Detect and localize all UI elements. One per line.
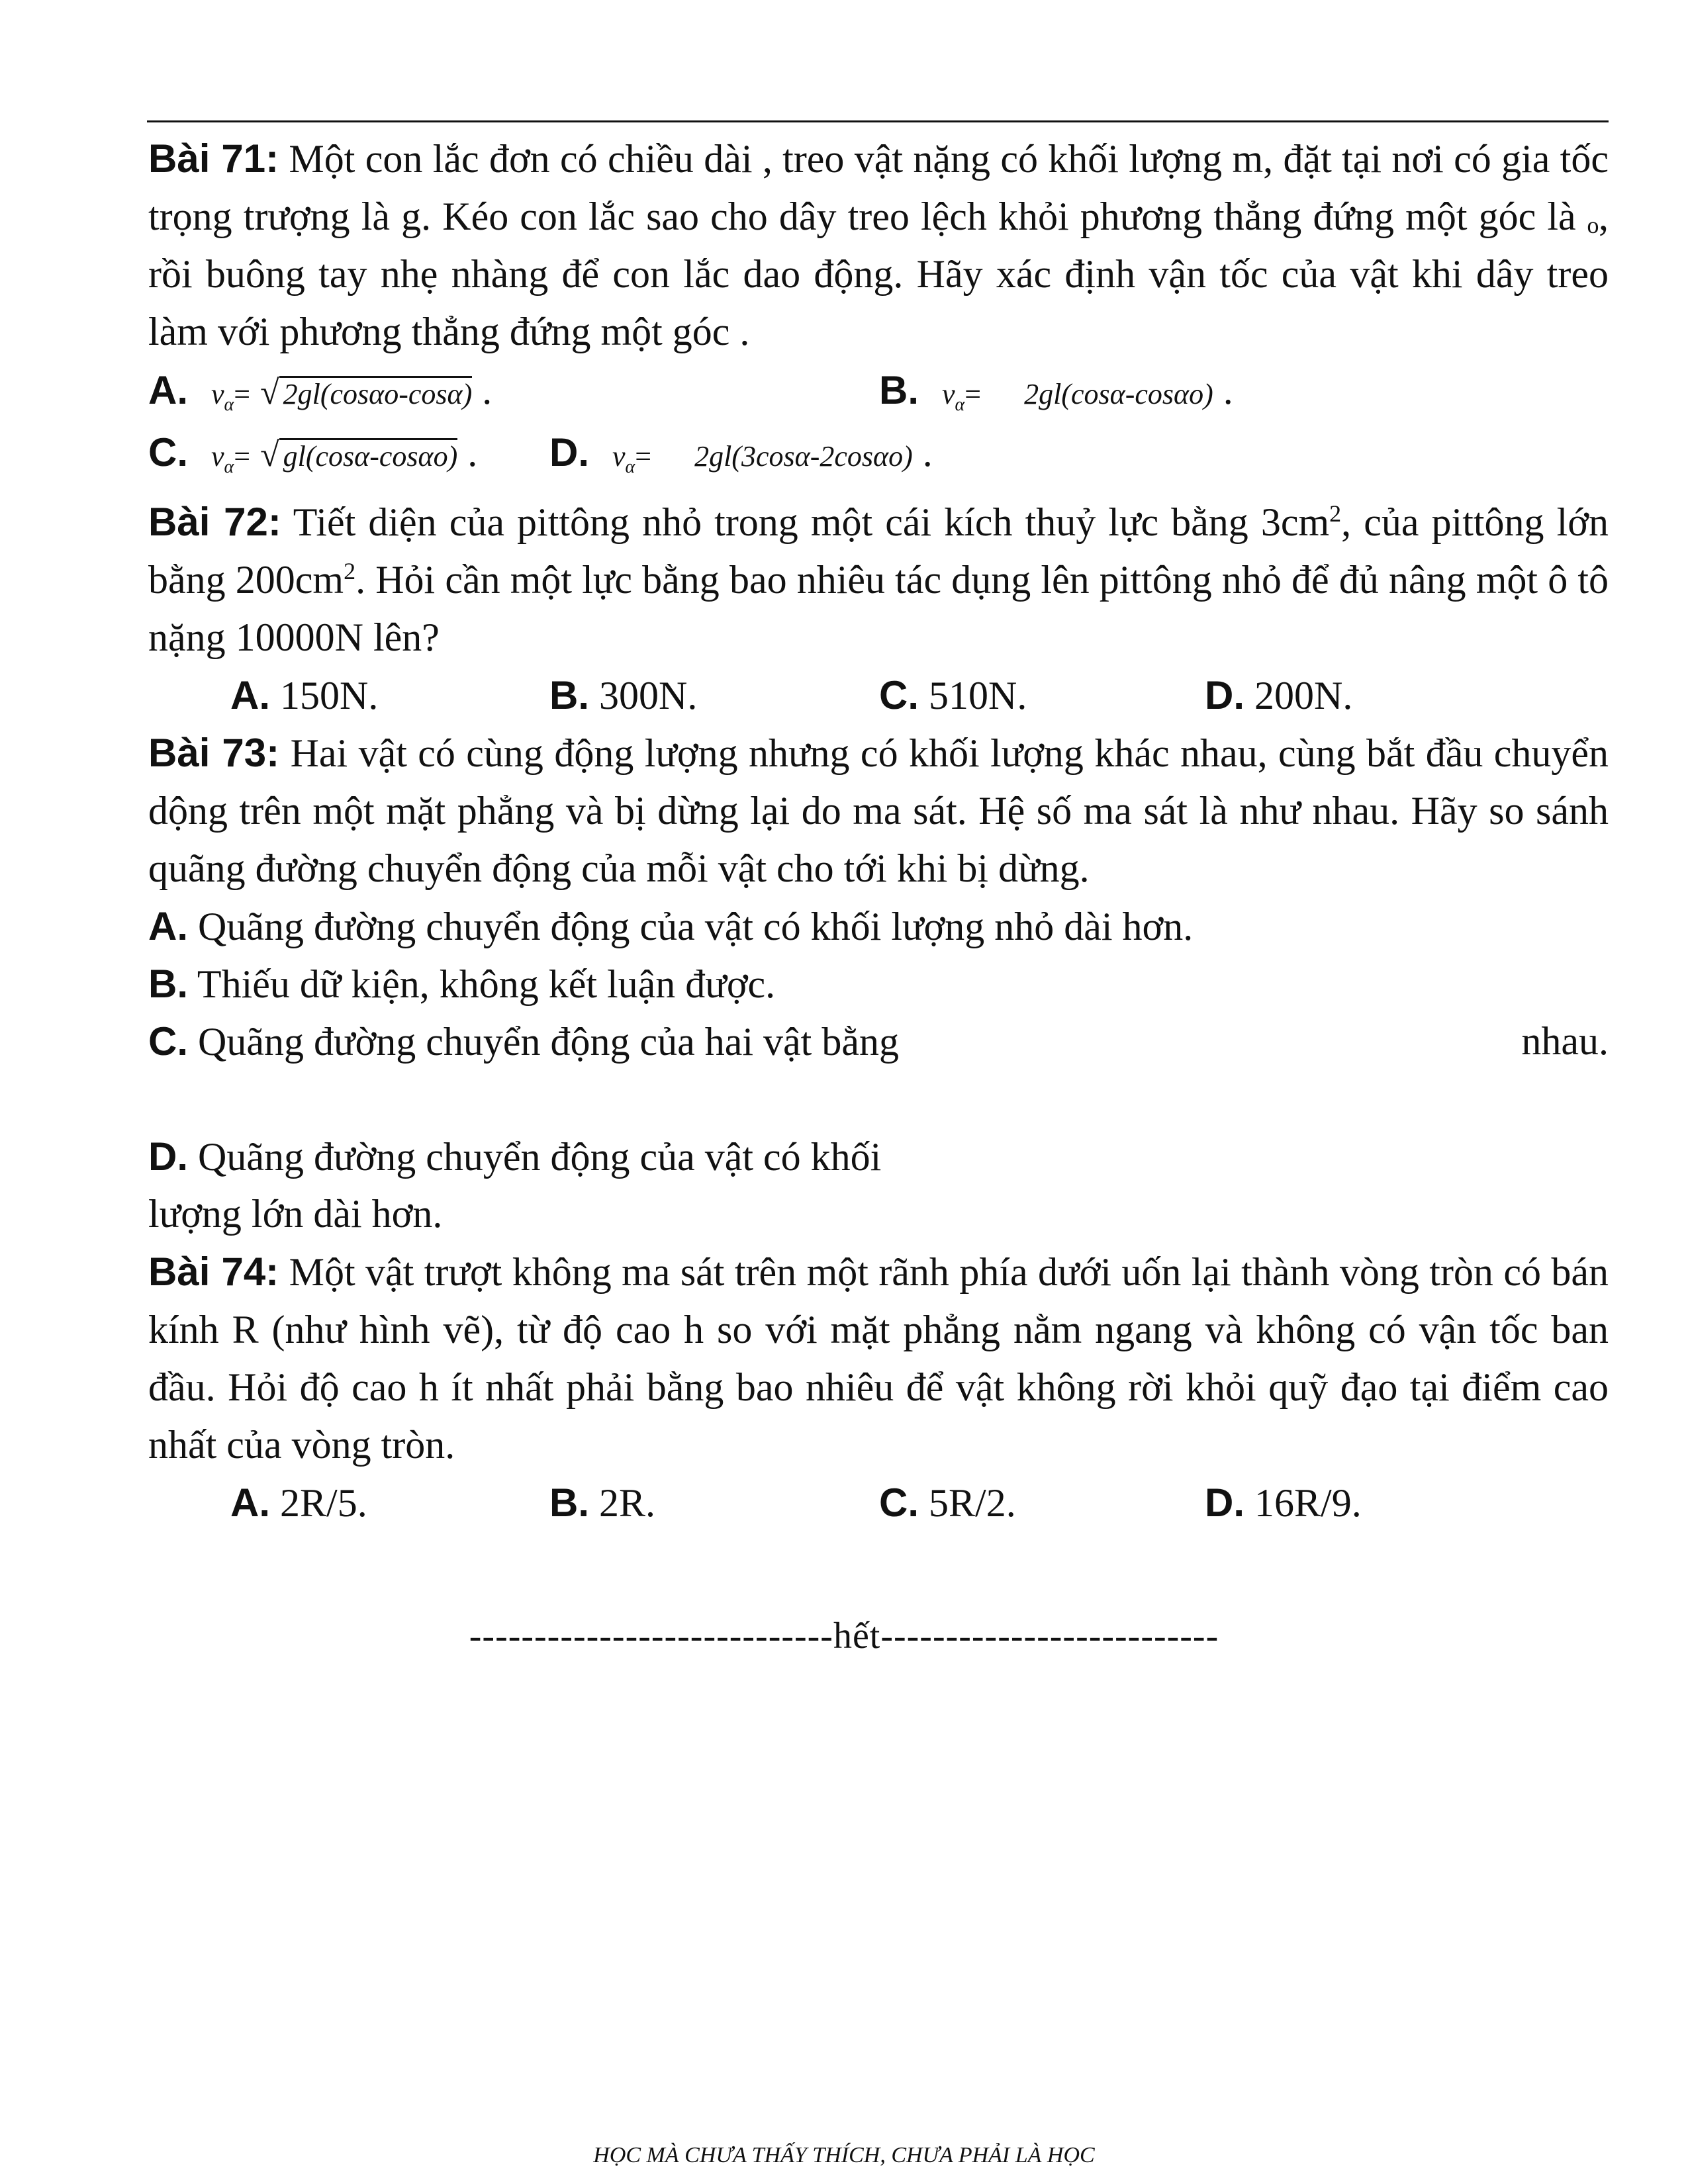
q71-option-a: A. $v_\alpha=$ √ 2gl(cosαo-cosα) . (148, 368, 492, 415)
q73-option-a: A. Quãng đường chuyển động của vật có khối lượng nhỏ dài hơn. (148, 904, 1194, 948)
q71-options-row-1 (148, 361, 1609, 427)
page-footer: HỌC MÀ CHƯA THẤY THÍCH, CHƯA PHẢI LÀ HỌC (593, 2143, 1095, 2167)
page-content (148, 130, 1609, 1531)
q71-options-row-2 (148, 427, 1609, 493)
q71-option-d: D. $v_\alpha= 2gl(3\cos\alpha-2\cos\alpha o)$ . (549, 430, 933, 477)
q71-option-d-expr: 2gl(3cosα-2cosαo) (694, 440, 913, 473)
question-71-label: Bài 71: (148, 136, 279, 181)
q71-option-b-lhs: $v_\alpha=$ (942, 378, 982, 415)
q72-option-c: C. 510N. (879, 673, 1027, 717)
q71-option-a-expr: 2gl(cosαo-cosα) (279, 376, 473, 410)
q71-option-d-lhs: $v_\alpha=$ (612, 440, 652, 477)
q74-option-a: A. 2R/5. (230, 1480, 367, 1525)
q73-option-b: B. Thiếu dữ kiện, không kết luận được. (148, 962, 776, 1006)
q74-option-d: D. 16R/9. (1205, 1480, 1362, 1525)
q71-option-c-expr: gl(cosα-cosαo) (279, 438, 458, 473)
question-73: Bài 73: Hai vật có cùng động lượng nhưng có khối lượng khác nhau, cùng bắt đầu chuyển dộng trên một mặt phẳng và bị dừng lại do ma sát. Hệ số ma sát là như nhau. Hãy so sánh quãng đường chuyển động của mỗi vật cho tới khi bị dừng. (148, 731, 1609, 890)
q74-option-b: B. 2R. (549, 1480, 656, 1525)
q74-option-c: C. 5R/2. (879, 1480, 1016, 1525)
q72-options (148, 666, 1609, 724)
question-74: Bài 74: Một vật trượt không ma sát trên một rãnh phía dưới uốn lại thành vòng tròn có bán kính R (như hình vẽ), từ độ cao h so với mặt phẳng nằm ngang và không có vận tốc ban đầu. Hỏi độ cao h ít nhất phải bằng bao nhiêu để vật không rời khỏi quỹ đạo tại điểm cao nhất của vòng tròn. (148, 1250, 1609, 1467)
q74-options (148, 1474, 1609, 1531)
q71-option-a-lhs: $v_\alpha=$ (211, 378, 251, 415)
question-71-text: Một con lắc đơn có chiều dài , treo vật nặng có khối lượng m, đặt tại nơi có gia tốc trọng trượng là g. Kéo con lắc sao cho dây treo lệch khỏi phương thẳng đứng một góc là ₒ, rồi buông tay nhẹ nhàng để con lắc dao động. Hãy xác định vận tốc của vật khi dây treo làm với phương thẳng đứng một góc . (148, 137, 1609, 353)
q71-option-b-expr: 2gl(cosα-cosαo) (1024, 378, 1213, 410)
q72-option-a: A. 150N. (230, 673, 379, 717)
q72-option-b: B. 300N. (549, 673, 698, 717)
question-72: Bài 72: Tiết diện của pittông nhỏ trong một cái kích thuỷ lực bằng $3cm^2$, của pittông lớn bằng $200cm^2$. Hỏi cần một lực bằng bao nhiêu tác dụng lên pittông nhỏ để đủ nâng một ô tô nặng 10000N lên? (148, 500, 1609, 659)
question-74-label: Bài 74: (148, 1250, 279, 1294)
question-71 (148, 130, 1609, 361)
q73-option-d-cont: lượng lớn dài hơn. (148, 1192, 443, 1236)
q71-option-c: C. $v_\alpha=$ √ gl(cosα-cosαo) . (148, 430, 478, 477)
q71-option-b: B. $v_\alpha= 2gl(\cos\alpha-\cos\alpha o)$ . (879, 368, 1233, 415)
q71-option-c-lhs: $v_\alpha=$ (211, 440, 251, 477)
question-72-label: Bài 72: (148, 500, 281, 544)
top-rule (147, 120, 1609, 122)
q73-option-d: D. Quãng đường chuyển động của vật có khối (148, 1134, 882, 1179)
question-73-label: Bài 73: (148, 731, 280, 775)
q73-option-c: C. Quãng đường chuyển động của hai vật bằng nhau. (148, 1019, 1609, 1064)
end-marker: ----------------------------hết-------------------------- (469, 1615, 1219, 1657)
q72-option-d: D. 200N. (1205, 673, 1353, 717)
